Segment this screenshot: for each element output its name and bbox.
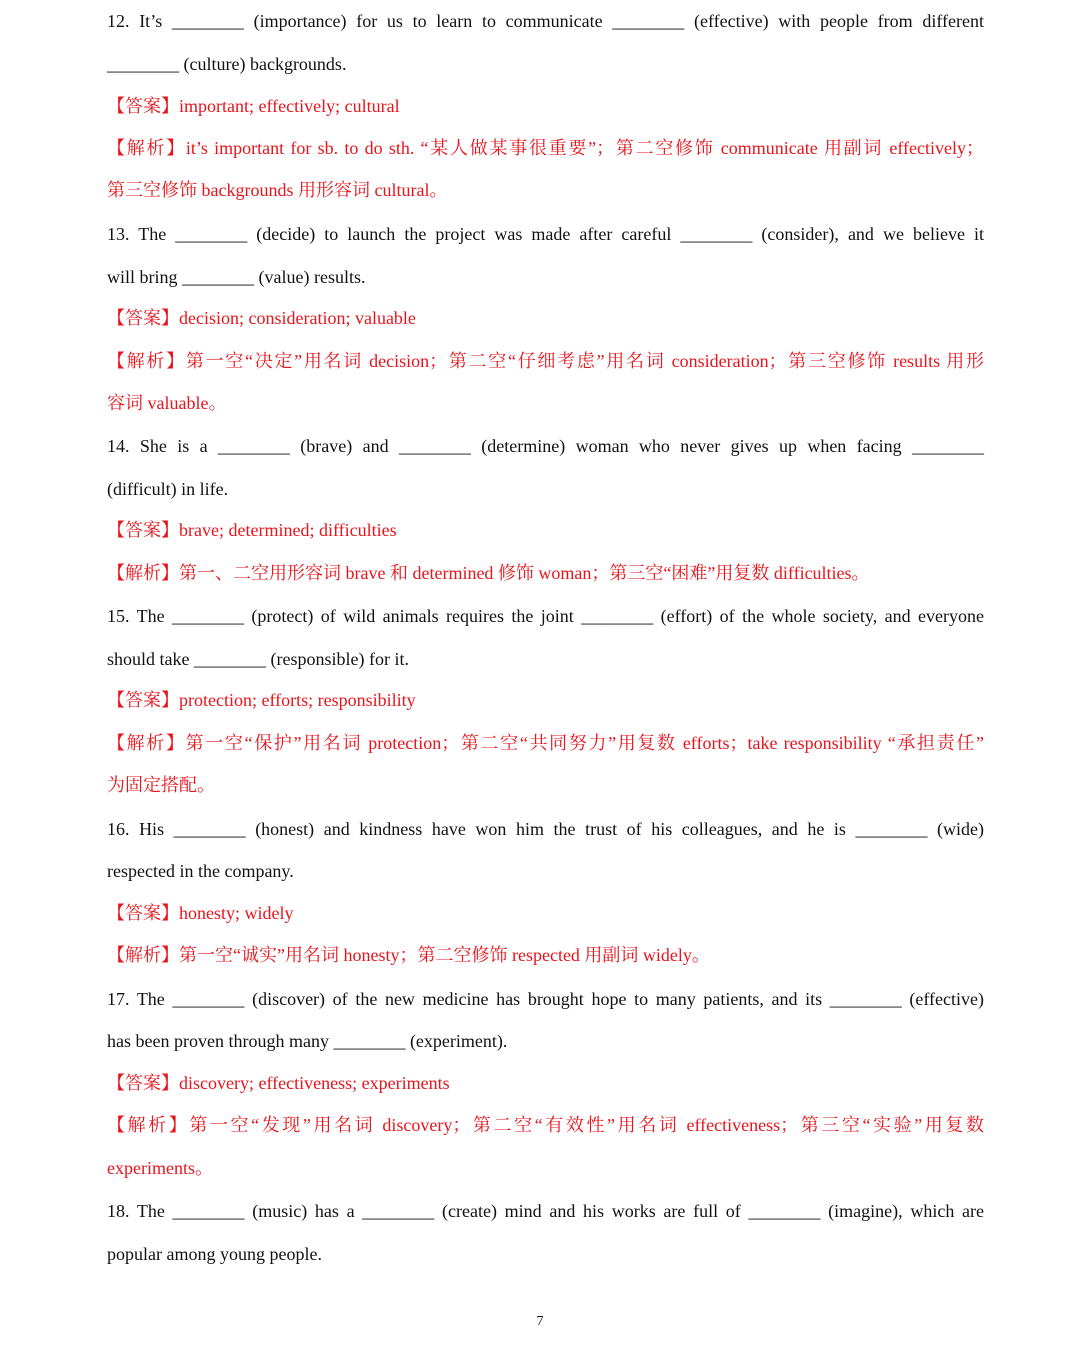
- question-16-line-2: respected in the company.: [107, 861, 294, 881]
- explanation-12-line-1: 【解析】it’s important for sb. to do sth. “某人做某事很重要”；第二空修饰 communicate 用副词 effectively；: [107, 138, 984, 158]
- question-18-line-1: 18. The ________ (music) has a ________ (create) mind and his works are full of ________ (imagine), which are: [107, 1201, 984, 1221]
- answer-17: 【答案】discovery; effectiveness; experiments: [107, 1073, 450, 1093]
- explanation-14-line-1: 【解析】第一、二空用形容词 brave 和 determined 修饰 woman；第三空“困难”用复数 difficulties。: [107, 563, 870, 583]
- explanation-16-line-1: 【解析】第一空“诚实”用名词 honesty；第二空修饰 respected 用副词 widely。: [107, 945, 710, 965]
- question-17-line-1: 17. The ________ (discover) of the new medicine has brought hope to many patients, and its ________ (effective): [107, 989, 984, 1009]
- explanation-13-line-2: 容词 valuable。: [107, 393, 227, 413]
- explanation-17-line-2: experiments。: [107, 1158, 213, 1178]
- question-15-line-1: 15. The ________ (protect) of wild animals requires the joint ________ (effort) of the whole society, and everyone: [107, 606, 984, 626]
- question-15-line-2: should take ________ (responsible) for it.: [107, 649, 409, 669]
- answer-14: 【答案】brave; determined; difficulties: [107, 520, 397, 540]
- page-number: 7: [536, 1314, 544, 1329]
- question-14-line-2: (difficult) in life.: [107, 479, 229, 499]
- explanation-15-line-1: 【解析】第一空“保护”用名词 protection；第二空“共同努力”用复数 efforts；take responsibility “承担责任”: [107, 733, 984, 753]
- answer-13: 【答案】decision; consideration; valuable: [107, 308, 416, 328]
- question-18-line-2: popular among young people.: [107, 1244, 322, 1264]
- answer-16: 【答案】honesty; widely: [107, 903, 294, 923]
- question-14-line-1: 14. She is a ________ (brave) and ________ (determine) woman who never gives up when facing ________: [107, 436, 984, 456]
- question-16-line-1: 16. His ________ (honest) and kindness have won him the trust of his colleagues, and he is ________ (wide): [107, 819, 984, 839]
- explanation-12-line-2: 第三空修饰 backgrounds 用形容词 cultural。: [107, 180, 448, 200]
- answer-12: 【答案】important; effectively; cultural: [107, 96, 400, 116]
- explanation-15-line-2: 为固定搭配。: [107, 775, 215, 795]
- question-17-line-2: has been proven through many ________ (experiment).: [107, 1031, 508, 1051]
- answer-15: 【答案】protection; efforts; responsibility: [107, 690, 416, 710]
- explanation-17-line-1: 【解析】第一空“发现”用名词 discovery；第二空“有效性”用名词 effectiveness；第三空“实验”用复数: [107, 1115, 984, 1135]
- question-12-line-2: ________ (culture) backgrounds.: [107, 54, 347, 74]
- question-13-line-2: will bring ________ (value) results.: [107, 267, 366, 287]
- question-12-line-1: 12. It’s ________ (importance) for us to learn to communicate ________ (effective) with people from different: [107, 11, 984, 31]
- explanation-13-line-1: 【解析】第一空“决定”用名词 decision；第二空“仔细考虑”用名词 consideration；第三空修饰 results 用形: [107, 351, 984, 371]
- question-13-line-1: 13. The ________ (decide) to launch the project was made after careful ________ (consider), and we believe it: [107, 224, 984, 244]
